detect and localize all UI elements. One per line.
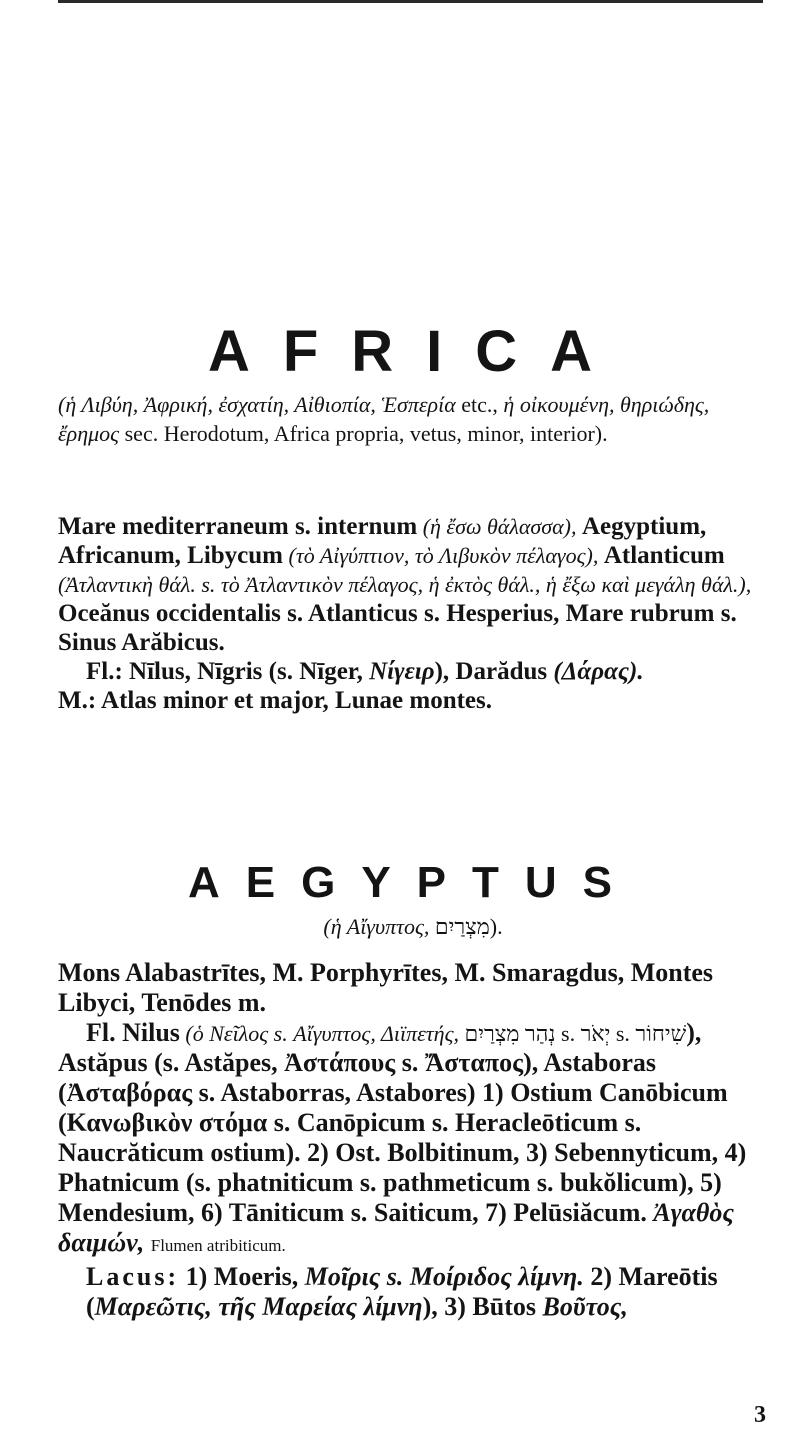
africa-names-paragraph xyxy=(58,390,768,448)
africa-fl-paren: (s. Nīger, xyxy=(262,658,370,685)
lacus-3-greek: Βοῦτος, xyxy=(542,1292,628,1321)
lacus-2-greek: Μαρεῶτις, τῆς Μαρείας λίμνη xyxy=(94,1292,423,1321)
africa-fl-label: Fl.: Nīlus, Nīgris xyxy=(86,658,263,685)
lacus-label: Lacus: xyxy=(86,1262,180,1291)
lacus-1-greek: Μοῖρις s. Μοίριδος λίμνη. xyxy=(304,1262,584,1291)
africa-greek-names: (ἡ Λιβύη, Ἀφρική, ἐσχατίη, Αἰθιοπία, Ἑσπερία xyxy=(58,392,456,417)
atlanticum-greek: (Ἀτλαντικὴ θάλ. s. τὸ Ἀτλαντικὸν πέλαγος, ἡ ἐκτὸς θάλ., ἡ ἔξω καὶ μεγάλη θάλ.), xyxy=(58,572,752,597)
aegyptus-mons: Mons Alabastrītes, M. Porphyrītes, M. Smaragdus, Montes Libyci, Tenōdes m. xyxy=(58,958,714,1017)
aegyptus-ostia-2: 2) Ost. Bolbitinum, 3) Sebennyticum, 4) Phatnicum (s. phatniticum s. pathmeticum s. bukŏlicum), 5) Mendesium, 6) Tāniticum s. Saiticum, 7) Pelūsiăcum. xyxy=(58,1138,747,1227)
aegyptus-fl-rest: ), Astăpus (s. Astăpes, Ἀστάπους s. Ἄσταπος), Astaboras (Ἀσταβόρας s. Astaborras, Astabores) xyxy=(58,1018,702,1107)
aegyptus-flumen: Flumen atribiticum. xyxy=(150,1236,286,1255)
africa-sec: sec. Herodotum, Africa propria, vetus, minor, interior). xyxy=(119,421,608,446)
aegyptus-subtitle xyxy=(58,912,768,941)
africa-seas-paragraph xyxy=(58,512,768,715)
lacus-2-close: ), xyxy=(422,1292,445,1321)
aegyptus-fl-s2: s. xyxy=(610,1021,636,1046)
lacus-2: 2) Mareōtis ( xyxy=(86,1262,718,1321)
aegyptus-body xyxy=(58,958,768,1260)
aegyptus-ostia-1: 1) Ostium Canōbicum (Κανωβικὸν στόμα s. Canōpicum s. Heracleōticum s. Naucrăticum ostium). xyxy=(58,1078,728,1167)
africa-fl-greek: Νίγειρ xyxy=(369,658,435,685)
atlanticum-label: Atlanticum xyxy=(603,542,725,569)
page-number: 3 xyxy=(754,1402,766,1428)
mare-greek: (ἡ ἔσω θάλασσα), xyxy=(417,514,582,539)
africa-m-line: M.: Atlas minor et major, Lunae montes. xyxy=(58,687,492,714)
section-title-africa: AFRICA xyxy=(207,319,626,384)
aegyptus-fl-label: Fl. Nilus xyxy=(86,1018,180,1047)
daradus-greek: (Δάρας). xyxy=(547,658,644,685)
aegyptus-close: ). xyxy=(489,914,503,939)
aegyptium-label: Aegyptium, Africanum, Libycum xyxy=(58,513,707,569)
aegyptus-hebrew: מִצְרַיִם xyxy=(434,914,490,939)
oceanus-text: Oceănus occidentalis s. Atlanticus s. Hesperius, Mare rubrum s. Sinus Arăbicus. xyxy=(58,600,737,656)
aegyptus-fl-greek: (ὁ Νεῖλος s. Αἴγυπτος, Διϊπετής, xyxy=(179,1021,465,1046)
aegyptus-greek: (ἡ Αἴγυπτος, xyxy=(323,914,435,939)
daradus: Darădus xyxy=(455,658,548,685)
aegyptus-fl-hebrew2: יְאֹר xyxy=(580,1021,611,1046)
lacus-1: 1) Moeris, xyxy=(179,1262,305,1291)
aegyptus-fl-hebrew: נְהַר מִצְרַיִם xyxy=(464,1021,556,1046)
aegyptus-fl-hebrew3: שִׁיחוֹר xyxy=(635,1021,687,1046)
mare-label: Mare mediterraneum s. internum xyxy=(58,513,418,540)
aegyptium-greek: (τὸ Αἰγύπτιον, τὸ Λιβυκὸν πέλαγος), xyxy=(283,543,604,568)
africa-greek-2: ἡ οἰκουμένη, θηριώδης, ἔρημος xyxy=(58,392,710,446)
africa-etc: etc., xyxy=(455,392,504,417)
aegyptus-lacus xyxy=(86,1262,768,1322)
section-title-aegyptus: AEGYPTUS xyxy=(187,858,639,907)
top-rule xyxy=(58,0,763,3)
aegyptus-fl-s1: s. xyxy=(555,1021,581,1046)
lacus-3: 3) Būtos xyxy=(444,1292,543,1321)
africa-fl-close: ), xyxy=(434,658,456,685)
aegyptus-ostia-greek: Ἀγαθὸς δαιμών, xyxy=(58,1198,734,1257)
